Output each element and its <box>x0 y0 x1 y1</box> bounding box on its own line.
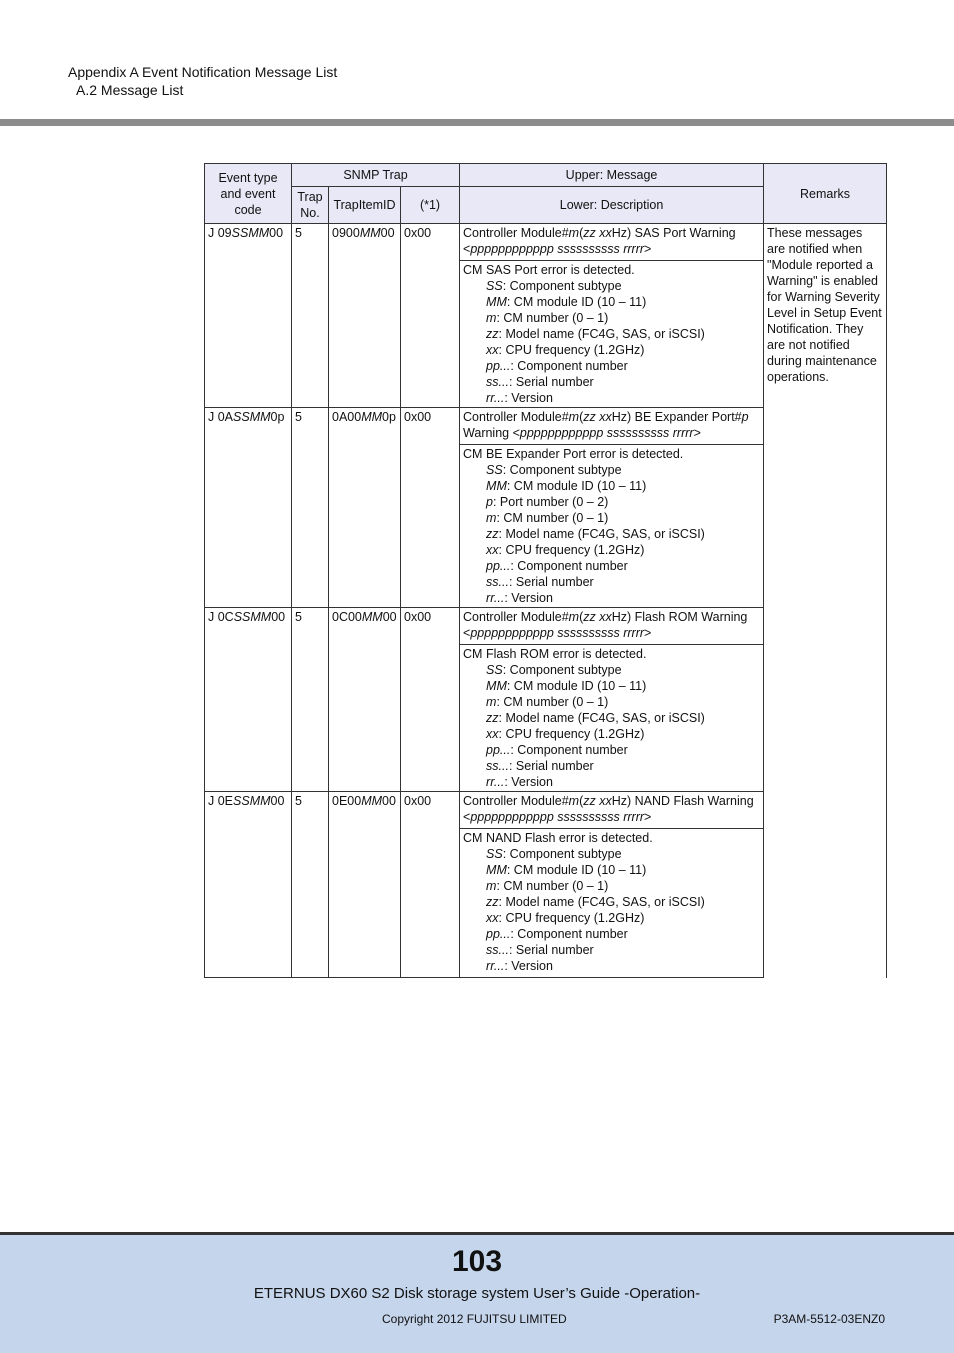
header-upper-message: Upper: Message <box>460 164 764 187</box>
description-line <box>463 574 760 590</box>
description-text <box>460 645 764 792</box>
event-code-variable: SSMM <box>233 610 272 624</box>
trap-no: 5 <box>292 224 329 408</box>
description-line <box>463 542 760 558</box>
message-variable: m <box>568 610 580 624</box>
message-text <box>460 608 764 645</box>
trap-item-suffix: 0p <box>382 410 396 424</box>
header-rule <box>0 119 954 126</box>
description-line <box>463 926 760 942</box>
description-value: : Model name (FC4G, SAS, or iSCSI) <box>498 711 705 725</box>
trap-item-id <box>329 608 401 792</box>
description-line <box>463 342 760 358</box>
message-part: ( <box>579 794 584 808</box>
trap-item-id <box>329 224 401 408</box>
description-value: : CPU frequency (1.2GHz) <box>498 343 645 357</box>
description-line <box>463 662 760 678</box>
description-line <box>463 894 760 910</box>
page-number: 103 <box>451 1245 503 1278</box>
description-key: ss... <box>486 375 509 389</box>
description-key: xx <box>486 543 499 557</box>
description-key: rr... <box>486 591 505 605</box>
message-variable: pppppppppppp ssssssssss rrrrr <box>470 810 645 824</box>
description-line <box>463 774 760 790</box>
description-line <box>463 558 760 574</box>
description-key: SS <box>486 463 503 477</box>
description-value: : Model name (FC4G, SAS, or iSCSI) <box>498 327 705 341</box>
description-key: ss... <box>486 943 509 957</box>
description-key: xx <box>486 911 499 925</box>
description-line <box>463 478 760 494</box>
description-key: m <box>486 695 497 709</box>
message-part: Controller Module# <box>463 226 569 240</box>
description-line <box>463 526 760 542</box>
message-text <box>460 792 764 829</box>
description-line <box>463 942 760 958</box>
book-title: ETERNUS DX60 S2 Disk storage system User’s Guide -Operation- <box>253 1285 701 1302</box>
description-key: pp... <box>486 927 511 941</box>
trap-item-variable: MM <box>361 610 383 624</box>
description-value: : Component number <box>510 927 628 941</box>
description-line <box>463 710 760 726</box>
event-code-suffix: 00 <box>270 794 285 808</box>
message-part: Controller Module# <box>463 410 569 424</box>
header-snmp-trap: SNMP Trap <box>292 164 460 187</box>
message-part: Hz) NAND Flash Warning <box>611 794 754 808</box>
description-line <box>463 862 760 878</box>
description-value: : CPU frequency (1.2GHz) <box>498 727 645 741</box>
note-value: 0x00 <box>401 792 460 978</box>
message-table <box>204 163 887 978</box>
description-value: : CM module ID (10 – 11) <box>506 679 647 693</box>
description-text <box>460 261 764 408</box>
description-key: MM <box>486 479 507 493</box>
description-value: : CPU frequency (1.2GHz) <box>498 911 645 925</box>
description-value: : Component subtype <box>502 463 622 477</box>
description-value: : Component number <box>510 743 628 757</box>
message-part: Controller Module# <box>463 610 569 624</box>
description-key: m <box>486 879 497 893</box>
message-part: < <box>463 626 471 640</box>
description-line <box>463 310 760 326</box>
copyright: Copyright 2012 FUJITSU LIMITED <box>382 1312 567 1326</box>
description-value: : Serial number <box>508 943 594 957</box>
trap-no: 5 <box>292 608 329 792</box>
message-variable: pppppppppppp ssssssssss rrrrr <box>519 426 694 440</box>
description-line <box>463 462 760 478</box>
description-key: ss... <box>486 575 509 589</box>
note-value: 0x00 <box>401 608 460 792</box>
event-code-variable: SSMM <box>233 410 271 424</box>
message-part: < <box>463 810 471 824</box>
message-variable: pppppppppppp ssssssssss rrrrr <box>470 626 645 640</box>
description-line <box>463 494 760 510</box>
description-title: CM NAND Flash error is detected. <box>463 831 653 845</box>
description-key: MM <box>486 863 507 877</box>
description-line <box>463 910 760 926</box>
message-variable: zz xx <box>583 794 612 808</box>
description-value: : CM number (0 – 1) <box>496 879 609 893</box>
description-line <box>463 846 760 862</box>
description-value: : Component number <box>510 559 628 573</box>
trap-no: 5 <box>292 408 329 608</box>
description-value: : Component number <box>510 359 628 373</box>
description-key: zz <box>486 527 499 541</box>
trap-item-variable: MM <box>359 226 381 240</box>
message-variable: m <box>568 794 580 808</box>
header-event-type: Event type and event code <box>205 164 292 224</box>
description-key: ss... <box>486 759 509 773</box>
message-part: > <box>693 426 701 440</box>
trap-item-prefix: 0C00 <box>332 610 362 624</box>
event-code-suffix: 0p <box>270 410 285 424</box>
description-value: : CM module ID (10 – 11) <box>506 295 647 309</box>
description-title: CM SAS Port error is detected. <box>463 263 635 277</box>
description-key: pp... <box>486 559 511 573</box>
description-value: : CM module ID (10 – 11) <box>506 479 647 493</box>
description-line <box>463 294 760 310</box>
header-remarks: Remarks <box>764 164 887 224</box>
description-key: m <box>486 511 497 525</box>
note-value: 0x00 <box>401 408 460 608</box>
trap-item-suffix: 00 <box>382 610 397 624</box>
event-code-prefix: J 0A <box>208 410 234 424</box>
message-part: Hz) Flash ROM Warning <box>611 610 748 624</box>
description-value: : Model name (FC4G, SAS, or iSCSI) <box>498 527 705 541</box>
description-line <box>463 326 760 342</box>
description-value: : Version <box>504 959 553 973</box>
description-value: : Serial number <box>508 575 594 589</box>
description-text <box>460 829 764 978</box>
message-text <box>460 224 764 261</box>
event-code <box>205 792 292 978</box>
description-line <box>463 758 760 774</box>
description-value: : CM number (0 – 1) <box>496 511 609 525</box>
message-part: ( <box>579 410 584 424</box>
description-value: : Version <box>504 391 553 405</box>
description-line <box>463 726 760 742</box>
message-text <box>460 408 764 445</box>
trap-item-prefix: 0E00 <box>332 794 362 808</box>
message-variable: pppppppppppp ssssssssss rrrrr <box>470 242 645 256</box>
description-key: MM <box>486 295 507 309</box>
message-variable: zz xx <box>583 226 612 240</box>
description-line <box>463 694 760 710</box>
description-key: zz <box>486 895 499 909</box>
event-code-variable: SSMM <box>231 226 270 240</box>
message-part: Hz) BE Expander Port# <box>611 410 742 424</box>
description-value: : Serial number <box>508 375 594 389</box>
description-key: pp... <box>486 359 511 373</box>
trap-item-variable: MM <box>361 794 383 808</box>
document-id: P3AM-5512-03ENZ0 <box>773 1312 885 1326</box>
trap-item-prefix: 0900 <box>332 226 360 240</box>
trap-item-id <box>329 792 401 978</box>
description-line <box>463 510 760 526</box>
header-chapter: Appendix A Event Notification Message List <box>68 64 338 80</box>
description-value: : CPU frequency (1.2GHz) <box>498 543 645 557</box>
description-value: : Version <box>504 591 553 605</box>
description-key: rr... <box>486 391 505 405</box>
event-code-suffix: 00 <box>271 610 286 624</box>
header-section: A.2 Message List <box>76 82 184 98</box>
trap-no: 5 <box>292 792 329 978</box>
header-trap-item-id: TrapItemID <box>329 187 401 224</box>
page-footer <box>0 1232 954 1353</box>
description-line <box>463 358 760 374</box>
description-key: rr... <box>486 959 505 973</box>
message-part: ( <box>579 226 584 240</box>
event-code <box>205 408 292 608</box>
header-trap-no: Trap No. <box>292 187 329 224</box>
trap-item-prefix: 0A00 <box>332 410 362 424</box>
description-value: : Component subtype <box>502 663 622 677</box>
message-part: Controller Module# <box>463 794 569 808</box>
description-value: : Component subtype <box>502 847 622 861</box>
description-line <box>463 278 760 294</box>
description-key: xx <box>486 343 499 357</box>
description-line <box>463 678 760 694</box>
header-note-1: (*1) <box>401 187 460 224</box>
message-variable: m <box>568 410 580 424</box>
description-key: SS <box>486 663 503 677</box>
message-part: < <box>463 242 471 256</box>
description-key: MM <box>486 679 507 693</box>
description-value: : CM module ID (10 – 11) <box>506 863 647 877</box>
description-line <box>463 878 760 894</box>
description-key: zz <box>486 711 499 725</box>
description-line <box>463 390 760 406</box>
trap-item-suffix: 00 <box>380 226 395 240</box>
message-variable: zz xx <box>583 410 612 424</box>
message-part: > <box>644 810 652 824</box>
event-code-variable: SSMM <box>233 794 271 808</box>
message-part: > <box>644 626 652 640</box>
description-text <box>460 445 764 608</box>
message-variable: zz xx <box>583 610 612 624</box>
trap-item-id <box>329 408 401 608</box>
message-part: Hz) SAS Port Warning <box>611 226 736 240</box>
message-row <box>205 224 887 261</box>
description-key: p <box>486 495 493 509</box>
event-code-prefix: J 0E <box>208 794 234 808</box>
event-code <box>205 224 292 408</box>
description-key: m <box>486 311 497 325</box>
description-line <box>463 742 760 758</box>
remarks-text: These messages are notified when "Module reported a Warning" is enabled for Warning Severity Level in Setup Event Notification. They are not notified during maintenance operations. <box>764 224 887 978</box>
event-code-prefix: J 09 <box>208 226 232 240</box>
message-part: > <box>644 242 652 256</box>
description-value: : Component subtype <box>502 279 622 293</box>
description-key: pp... <box>486 743 511 757</box>
running-header <box>68 63 337 99</box>
description-key: SS <box>486 847 503 861</box>
message-part: Warning < <box>463 426 520 440</box>
message-part: ( <box>579 610 584 624</box>
description-value: : Port number (0 – 2) <box>492 495 609 509</box>
note-value: 0x00 <box>401 224 460 408</box>
trap-item-suffix: 00 <box>382 794 396 808</box>
description-title: CM BE Expander Port error is detected. <box>463 447 684 461</box>
event-code-prefix: J 0C <box>208 610 234 624</box>
description-value: : CM number (0 – 1) <box>496 695 609 709</box>
description-key: rr... <box>486 775 505 789</box>
message-variable: p <box>741 410 749 424</box>
message-variable: m <box>568 226 580 240</box>
description-value: : Model name (FC4G, SAS, or iSCSI) <box>498 895 705 909</box>
event-code <box>205 608 292 792</box>
description-line <box>463 374 760 390</box>
description-value: : Serial number <box>508 759 594 773</box>
description-title: CM Flash ROM error is detected. <box>463 647 647 661</box>
event-code-suffix: 00 <box>269 226 284 240</box>
description-key: SS <box>486 279 503 293</box>
trap-item-variable: MM <box>361 410 383 424</box>
description-value: : Version <box>504 775 553 789</box>
description-value: : CM number (0 – 1) <box>496 311 609 325</box>
description-line <box>463 958 760 974</box>
description-key: zz <box>486 327 499 341</box>
header-lower-description: Lower: Description <box>460 187 764 224</box>
description-key: xx <box>486 727 499 741</box>
description-line <box>463 590 760 606</box>
